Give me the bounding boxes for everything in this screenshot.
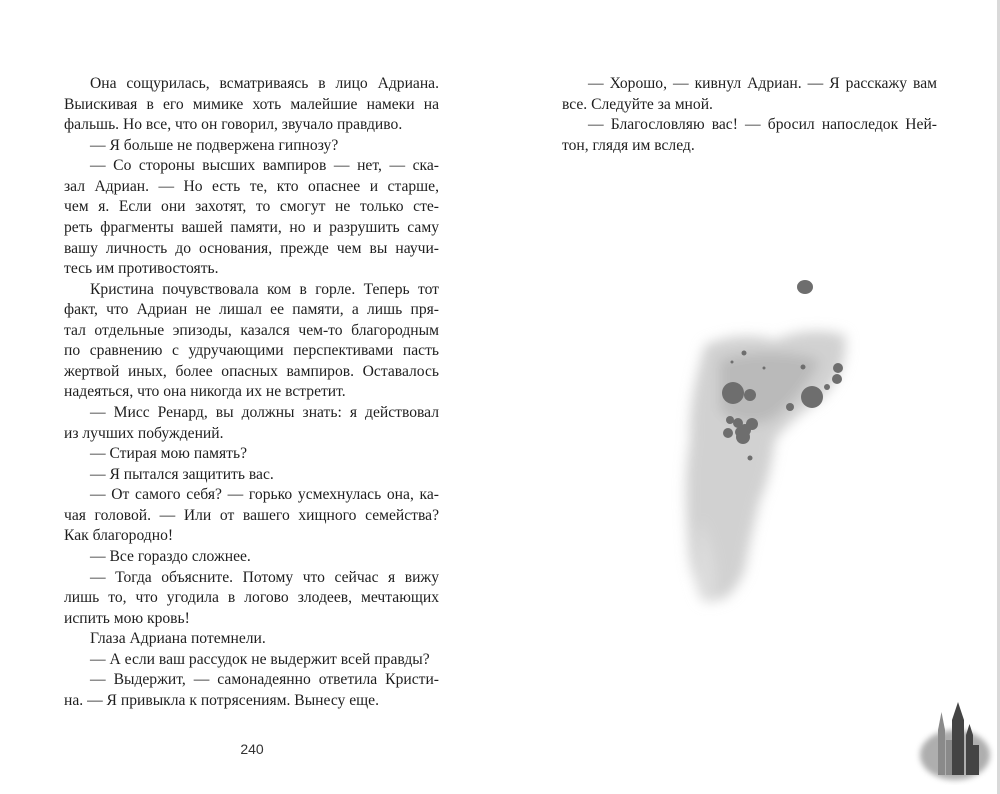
text-line: фальшь. Но все, что он говорил, звучало правдиво.	[64, 116, 403, 134]
castle-icon	[920, 702, 990, 780]
page-number: 240	[240, 741, 264, 757]
text-line: чая головой. — Или от вашего хищного семейства?	[64, 506, 439, 524]
right-page-text	[562, 74, 937, 156]
text-line: — Я пытался защитить вас.	[90, 465, 274, 483]
text-line: Выискивая в его мимике хоть малейшие намеки на	[64, 95, 439, 113]
text-line: тал отдельные эпизоды, казался чем-то благородным	[64, 321, 439, 339]
text-line: — Все гораздо сложнее.	[90, 547, 251, 565]
text-line: из лучших побуждений.	[64, 424, 224, 442]
text-line: — А если ваш рассудок не выдержит всей правды?	[90, 650, 430, 668]
text-line: — Выдержит, — самонадеянно ответила Кристи-	[90, 671, 439, 689]
text-line: на. — Я привыкла к потрясениям. Вынесу еще.	[64, 691, 379, 709]
text-line: Кристина почувствовала ком в горле. Теперь тот	[90, 280, 439, 298]
text-line: — От самого себя? — горько усмехнулась она, ка-	[90, 486, 439, 504]
text-line: — Мисс Ренард, вы должны знать: я действовал	[90, 404, 439, 421]
text-line: — Благословляю вас! — бросил напоследок Ней-	[588, 116, 937, 134]
text-line: тон, глядя им вслед.	[562, 136, 695, 154]
text-line: лишь то, что угодила в логово злодеев, мечтающих	[64, 589, 439, 607]
text-line: все. Следуйте за мной.	[562, 95, 713, 113]
text-line: Как благородно!	[64, 527, 174, 545]
text-line: — Стирая мою память?	[90, 445, 248, 463]
text-line: — Тогда объясните. Потому что сейчас я вижу	[90, 568, 439, 586]
text-line: факт, что Адриан не лишал ее памяти, а лишь пря-	[64, 301, 439, 319]
text-line: жертвой иных, более опасных вампиров. Оставалось	[64, 362, 439, 380]
text-line: — Со стороны высших вампиров — нет, — ска-	[90, 157, 439, 175]
ink-wash	[686, 331, 846, 603]
text-line: реть фрагменты вашей памяти, но и разрушить саму	[64, 218, 439, 236]
text-line: Глаза Адриана потемнели.	[90, 630, 266, 648]
text-line: надеяться, что она никогда их не встретит.	[64, 383, 346, 401]
left-page-text	[64, 74, 439, 711]
text-line: вашу личность до основания, прежде чем вы научи-	[64, 239, 439, 257]
text-line: испить мою кровь!	[64, 609, 190, 627]
text-line: Она сощурилась, всматриваясь в лицо Адриана.	[90, 75, 439, 92]
text-line: по сравнению с удручающими перспективами пасть	[64, 342, 439, 360]
text-line: тесь им противостоять.	[64, 260, 219, 278]
text-line: — Хорошо, — кивнул Адриан. — Я расскажу вам	[588, 75, 937, 92]
text-line: зал Адриан. — Но есть те, кто опаснее и старше,	[64, 177, 439, 195]
text-line: чем я. Если они захотят, то смогут не только сте-	[64, 198, 439, 216]
text-line: — Я больше не подвержена гипнозу?	[90, 136, 339, 154]
